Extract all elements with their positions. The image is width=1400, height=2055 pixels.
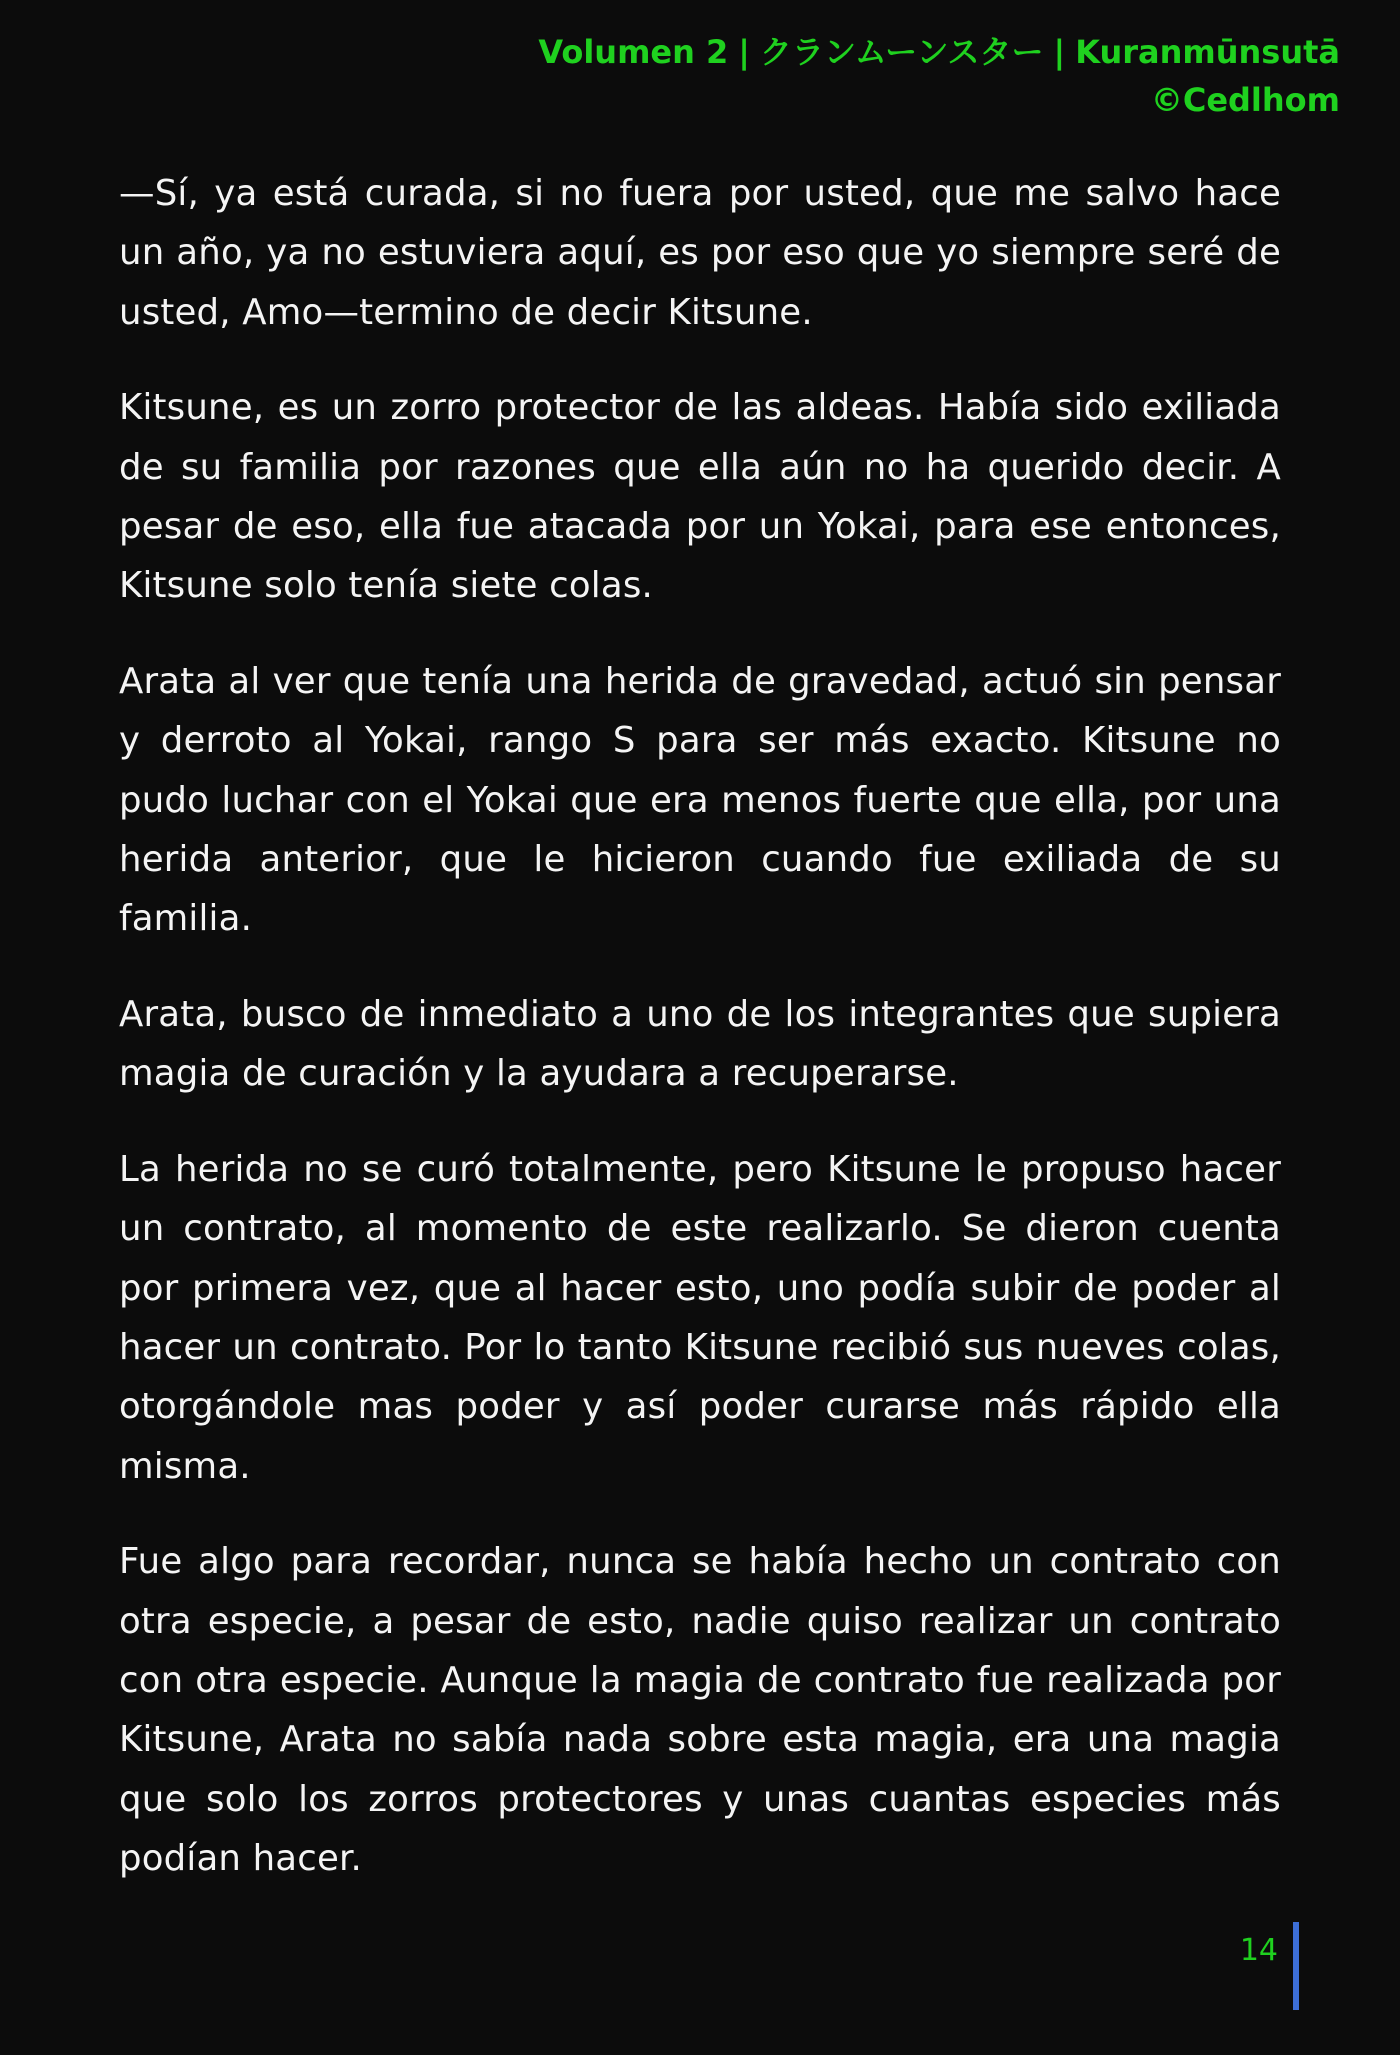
- header-separator: |: [1053, 33, 1066, 71]
- paragraph: Fue algo para recordar, nunca se había hecho un contrato con otra especie, a pesar de esto, nadie quiso realizar un contrato con otra especie. Aunque la magia de contrato fue realizada por Kitsune, Arata no sabía nada sobre esta magia, era una magia que solo los zorros protectores y unas cuantas especies más podían hacer.: [119, 1541, 1281, 1880]
- header-title-line: [440, 28, 1340, 76]
- chapter-body: [119, 164, 1281, 1925]
- copyright-notice: ©Cedlhom: [1150, 81, 1340, 119]
- romaji-title: Kuranmūnsutā: [1075, 33, 1340, 71]
- page-header: [440, 28, 1340, 124]
- page-number: 14: [1239, 1933, 1278, 1968]
- paragraph: La herida no se curó totalmente, pero Kitsune le propuso hacer un contrato, al momento de este realizarlo. Se dieron cuenta por primera vez, que al hacer esto, uno podía subir de poder al hacer un contrato. Por lo tanto Kitsune recibió sus nueves colas, otorgándole mas poder y así poder curarse más rápido ella misma.: [119, 1148, 1281, 1487]
- paragraph: Kitsune, es un zorro protector de las aldeas. Había sido exiliada de su familia por razones que ella aún no ha querido decir. A pesar de eso, ella fue atacada por un Yokai, para ese entonces, Kitsune solo tenía siete colas.: [119, 387, 1281, 607]
- japanese-title: クランムーンスター: [759, 33, 1044, 71]
- page-number-bar: [1293, 1922, 1299, 2010]
- paragraph: Arata, busco de inmediato a uno de los integrantes que supiera magia de curación y la ayudara a recuperarse.: [119, 993, 1281, 1095]
- paragraph: Arata al ver que tenía una herida de gravedad, actuó sin pensar y derroto al Yokai, rango S para ser más exacto. Kitsune no pudo luchar con el Yokai que era menos fuerte que ella, por una herida anterior, que le hicieron cuando fue exiliada de su familia.: [119, 660, 1281, 940]
- volume-label: Volumen 2: [538, 33, 729, 71]
- paragraph: —Sí, ya está curada, si no fuera por usted, que me salvo hace un año, ya no estuviera aquí, es por eso que yo siempre seré de usted, Amo—termino de decir Kitsune.: [119, 173, 1281, 333]
- header-separator: |: [738, 33, 750, 71]
